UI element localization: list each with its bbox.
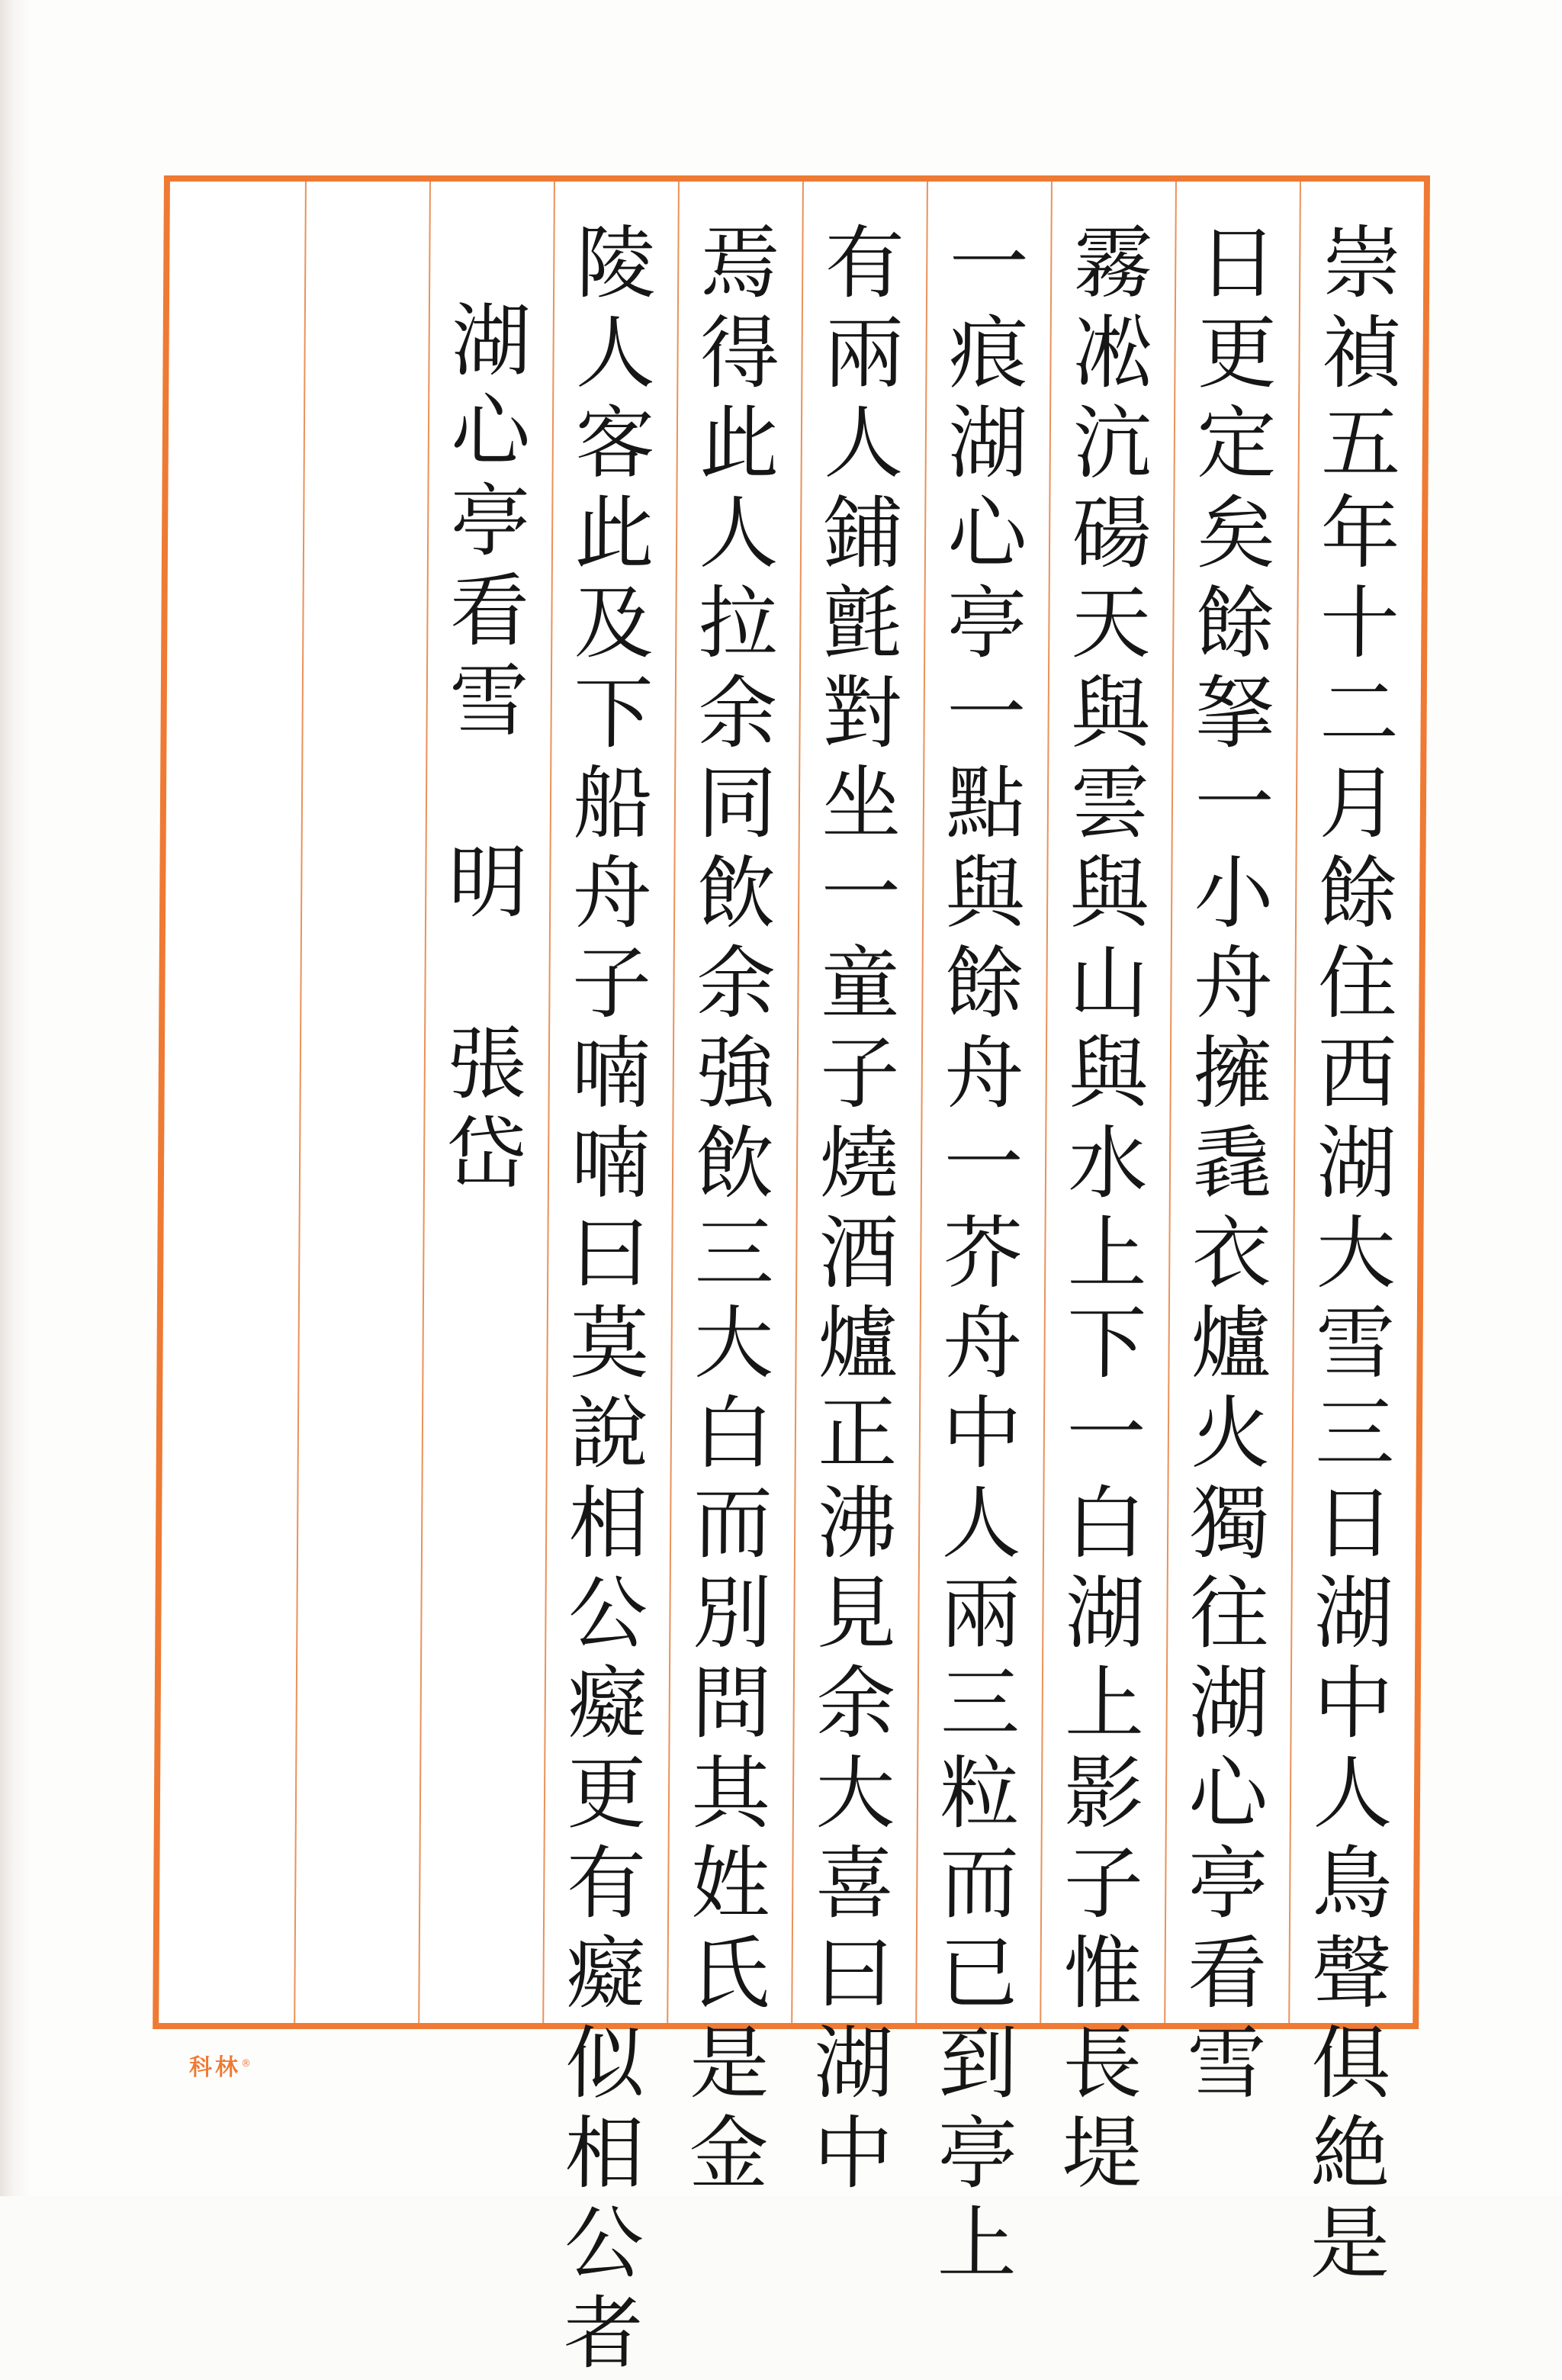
text-column-6: [667, 182, 802, 2200]
character: 餘: [1318, 847, 1399, 940]
character: 余: [815, 1657, 896, 1750]
character: 癡: [565, 1927, 646, 2020]
character: 上: [1067, 1207, 1148, 1300]
character: 飲: [696, 847, 777, 940]
character: 人: [1313, 1747, 1393, 1840]
character: 焉: [700, 217, 781, 310]
character: 三: [940, 1657, 1020, 1750]
character: 金: [689, 2107, 770, 2200]
character: 喜: [815, 1837, 895, 1930]
character: 拉: [698, 577, 779, 670]
character: 月: [1319, 757, 1399, 850]
character: 心: [451, 384, 531, 478]
character: 凇: [1072, 307, 1153, 400]
character: 余: [696, 937, 776, 1030]
brand-logo: [189, 2048, 254, 2082]
character: 亭: [947, 577, 1027, 670]
character: 更: [1197, 307, 1278, 400]
character: 大: [1316, 1207, 1396, 1300]
character: 痕: [948, 307, 1029, 400]
character: 火: [1191, 1387, 1271, 1480]
character: 西: [1316, 1027, 1397, 1120]
character: 看: [449, 564, 530, 658]
character: 人: [823, 397, 904, 490]
character: 喃: [570, 1027, 651, 1120]
character: 雪: [1186, 2017, 1267, 2110]
character: 氏: [689, 1927, 770, 2020]
blank-column-2: [169, 182, 305, 2023]
registered-mark: ®: [241, 2058, 254, 2070]
character: 衣: [1191, 1207, 1272, 1300]
character: 鋪: [823, 487, 904, 580]
character: 對: [821, 667, 902, 760]
character: 禎: [1321, 307, 1402, 400]
character: 喃: [570, 1117, 651, 1210]
character: 年: [1320, 487, 1401, 580]
text-column-5: [791, 182, 927, 2200]
character: 同: [697, 757, 777, 850]
character: 余: [697, 667, 778, 760]
character: 影: [1064, 1747, 1144, 1840]
character: 莫: [569, 1297, 650, 1390]
character: 湖: [1313, 1567, 1394, 1660]
character: 一: [943, 1117, 1024, 1210]
character: 崇: [1322, 217, 1403, 310]
character: 心: [947, 487, 1028, 580]
character: 一: [1194, 757, 1274, 850]
character: 湖: [1188, 1657, 1269, 1750]
character: 其: [691, 1747, 771, 1840]
character: 姓: [690, 1837, 771, 1930]
character: 霧: [1073, 217, 1154, 310]
brand-name: 科林: [189, 2054, 241, 2081]
character: 者: [563, 2287, 644, 2380]
character: 雪: [1315, 1297, 1396, 1390]
character: 舟: [942, 1297, 1023, 1390]
character: 碭: [1072, 487, 1152, 580]
character: 五: [1320, 397, 1401, 490]
text-column-2: [1164, 182, 1300, 2110]
character: 水: [1068, 1117, 1148, 1210]
character: 中: [942, 1387, 1022, 1480]
character: 往: [1189, 1567, 1270, 1660]
text-column-7: [542, 182, 678, 2380]
character: 說: [569, 1387, 649, 1480]
blank-column-1: [294, 182, 429, 2023]
character: 一: [949, 217, 1030, 310]
character: 酒: [818, 1207, 899, 1300]
character: 山: [1069, 937, 1149, 1030]
character: 張: [446, 1018, 527, 1111]
text-column-3: [1040, 182, 1175, 2200]
character: 十: [1319, 577, 1400, 670]
character: 湖: [1316, 1117, 1396, 1210]
character: 別: [692, 1567, 773, 1660]
character: 有: [566, 1837, 647, 1930]
character: 日: [1197, 217, 1278, 310]
character: 而: [693, 1477, 773, 1570]
character: 惟: [1062, 1927, 1143, 2020]
character: 相: [568, 1477, 649, 1570]
character: 船: [573, 757, 653, 850]
character: 鳥: [1312, 1837, 1393, 1930]
character: 沸: [817, 1477, 898, 1570]
character: 湖: [451, 294, 532, 388]
poem-author: [440, 1019, 532, 1199]
character: 與: [1068, 1027, 1149, 1120]
character: 似: [564, 2017, 645, 2110]
poem-dynasty: 明: [448, 836, 529, 929]
poem-title: [443, 296, 538, 746]
character: 餘: [944, 937, 1025, 1030]
character: 點: [946, 757, 1026, 850]
character: 沆: [1072, 397, 1152, 490]
character: 亭: [937, 2107, 1018, 2200]
character: 拏: [1194, 667, 1275, 760]
character: 住: [1317, 937, 1398, 1030]
character: 湖: [813, 2017, 894, 2110]
character: 下: [573, 667, 654, 760]
character: 兩: [824, 307, 905, 400]
character: 相: [564, 2107, 645, 2200]
character: 公: [564, 2197, 644, 2290]
character: 岱: [446, 1108, 527, 1201]
character: 長: [1062, 2017, 1143, 2110]
character: 問: [691, 1657, 772, 1750]
character: 大: [693, 1297, 774, 1390]
character: 見: [816, 1567, 897, 1660]
character: 看: [1187, 1927, 1268, 2020]
character: 芥: [943, 1207, 1024, 1300]
character: 亭: [1188, 1837, 1268, 1930]
character: 湖: [1065, 1567, 1146, 1660]
character: 子: [571, 937, 652, 1030]
character: 與: [945, 847, 1026, 940]
character: 白: [693, 1387, 773, 1480]
character: 此: [574, 487, 655, 580]
character: 有: [824, 217, 905, 310]
character: 人: [941, 1477, 1022, 1570]
title-column: [418, 182, 554, 2023]
character: 中: [1313, 1657, 1393, 1750]
character: 上: [1064, 1657, 1145, 1750]
character: 子: [1063, 1837, 1144, 1930]
character: 癡: [567, 1657, 648, 1750]
character: 三: [694, 1207, 775, 1300]
character: 亭: [450, 474, 531, 568]
character: 二: [1319, 667, 1400, 760]
character: 雲: [1070, 757, 1150, 850]
character: 人: [575, 307, 656, 400]
character: 兩: [940, 1567, 1021, 1660]
character: 白: [1065, 1477, 1146, 1570]
character: 下: [1066, 1297, 1147, 1390]
character: 爐: [818, 1297, 898, 1390]
character: 曰: [814, 1927, 895, 2020]
character: 爐: [1191, 1297, 1271, 1390]
character: 公: [567, 1567, 648, 1660]
character: 中: [813, 2107, 894, 2200]
character: 粒: [940, 1747, 1020, 1840]
character: 矣: [1196, 487, 1277, 580]
character: 獨: [1190, 1477, 1271, 1570]
text-column-4: [915, 182, 1051, 2290]
character: 擁: [1192, 1027, 1273, 1120]
character: 定: [1196, 397, 1277, 490]
character: 與: [1070, 667, 1151, 760]
character: 人: [699, 487, 779, 580]
character: 及: [574, 577, 654, 670]
character: 堤: [1062, 2107, 1143, 2200]
character: 與: [1069, 847, 1150, 940]
character: 小: [1194, 847, 1274, 940]
character: 舟: [943, 1027, 1024, 1120]
character: 正: [818, 1387, 898, 1480]
character: 舟: [1193, 937, 1274, 1030]
character: 絶: [1310, 2107, 1391, 2200]
character: 舟: [572, 847, 653, 940]
character: 已: [938, 1927, 1019, 2020]
character: 大: [815, 1747, 895, 1840]
character: 飲: [695, 1117, 775, 1210]
character: 餘: [1195, 577, 1276, 670]
character: 湖: [947, 397, 1028, 490]
character: 強: [695, 1027, 776, 1120]
character: 得: [699, 307, 780, 400]
character: 上: [937, 2197, 1017, 2290]
character: 一: [821, 847, 902, 940]
character: 更: [567, 1747, 647, 1840]
character: 而: [939, 1837, 1020, 1930]
character: 一: [946, 667, 1027, 760]
text-column-1: [1288, 182, 1424, 2290]
character: 三: [1315, 1387, 1395, 1480]
character: 燒: [819, 1117, 899, 1210]
character: 是: [689, 2017, 770, 2110]
character: 此: [699, 397, 779, 490]
character: 毳: [1192, 1117, 1272, 1210]
character: 客: [574, 397, 655, 490]
character: 雪: [448, 654, 529, 748]
character: 曰: [570, 1207, 651, 1300]
character: 聲: [1311, 1927, 1392, 2020]
character: 天: [1071, 577, 1152, 670]
character: 日: [1314, 1477, 1395, 1570]
character: 一: [1066, 1387, 1146, 1480]
character: 心: [1188, 1747, 1268, 1840]
character: 坐: [821, 757, 902, 850]
character: 童: [820, 937, 901, 1030]
character: 氈: [822, 577, 903, 670]
character: 到: [937, 2017, 1018, 2110]
character: 俱: [1310, 2017, 1391, 2110]
character: 是: [1310, 2197, 1390, 2290]
character: 陵: [576, 217, 657, 310]
character: 子: [819, 1027, 900, 1120]
